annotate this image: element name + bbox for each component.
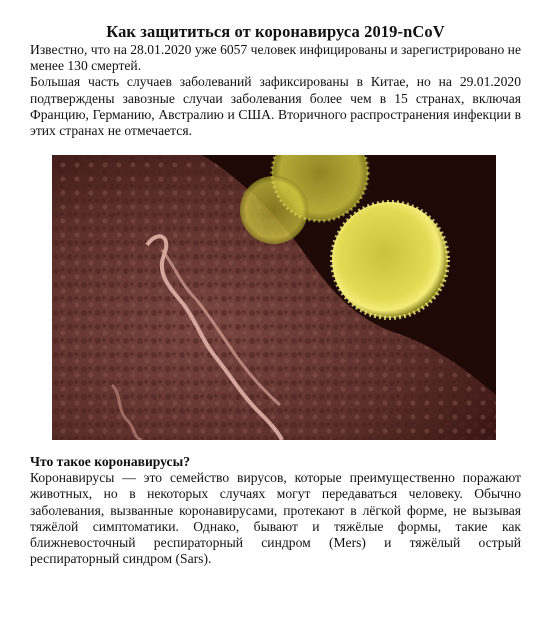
coronavirus-micrograph <box>52 155 496 440</box>
coronavirus-description-paragraph: Коронавирусы — это семейство вирусов, которые преимущественно поражают животных, но в некоторых случаях могут передаваться человеку. Обычно заболевания, вызванные коронавирусами, протекают в лёгкой форме, не вызывая тяжёлой симптоматики. Однако, бывают и тяжёлые формы, такие как ближневосточный респираторный синдром (Mers) и тяжёлый острый респираторный синдром (Sars). <box>30 470 521 567</box>
spread-paragraph: Большая часть случаев заболеваний зафиксированы в Китае, но на 29.01.2020 подтверждены завозные случаи заболевания более чем в 15 странах, включая Францию, Германию, Австралию и США. Вторичного распространения инфекции в этих странах не отмечается. <box>30 74 521 139</box>
section-heading: Что такое коронавирусы? <box>30 454 191 470</box>
intro-paragraph: Известно, что на 28.01.2020 уже 6057 человек инфицированы и зарегистрировано не менее 130 смертей. <box>30 42 521 74</box>
micrograph-illustration <box>52 155 496 440</box>
page-title: Как защититься от коронавируса 2019-nCoV <box>106 22 445 41</box>
